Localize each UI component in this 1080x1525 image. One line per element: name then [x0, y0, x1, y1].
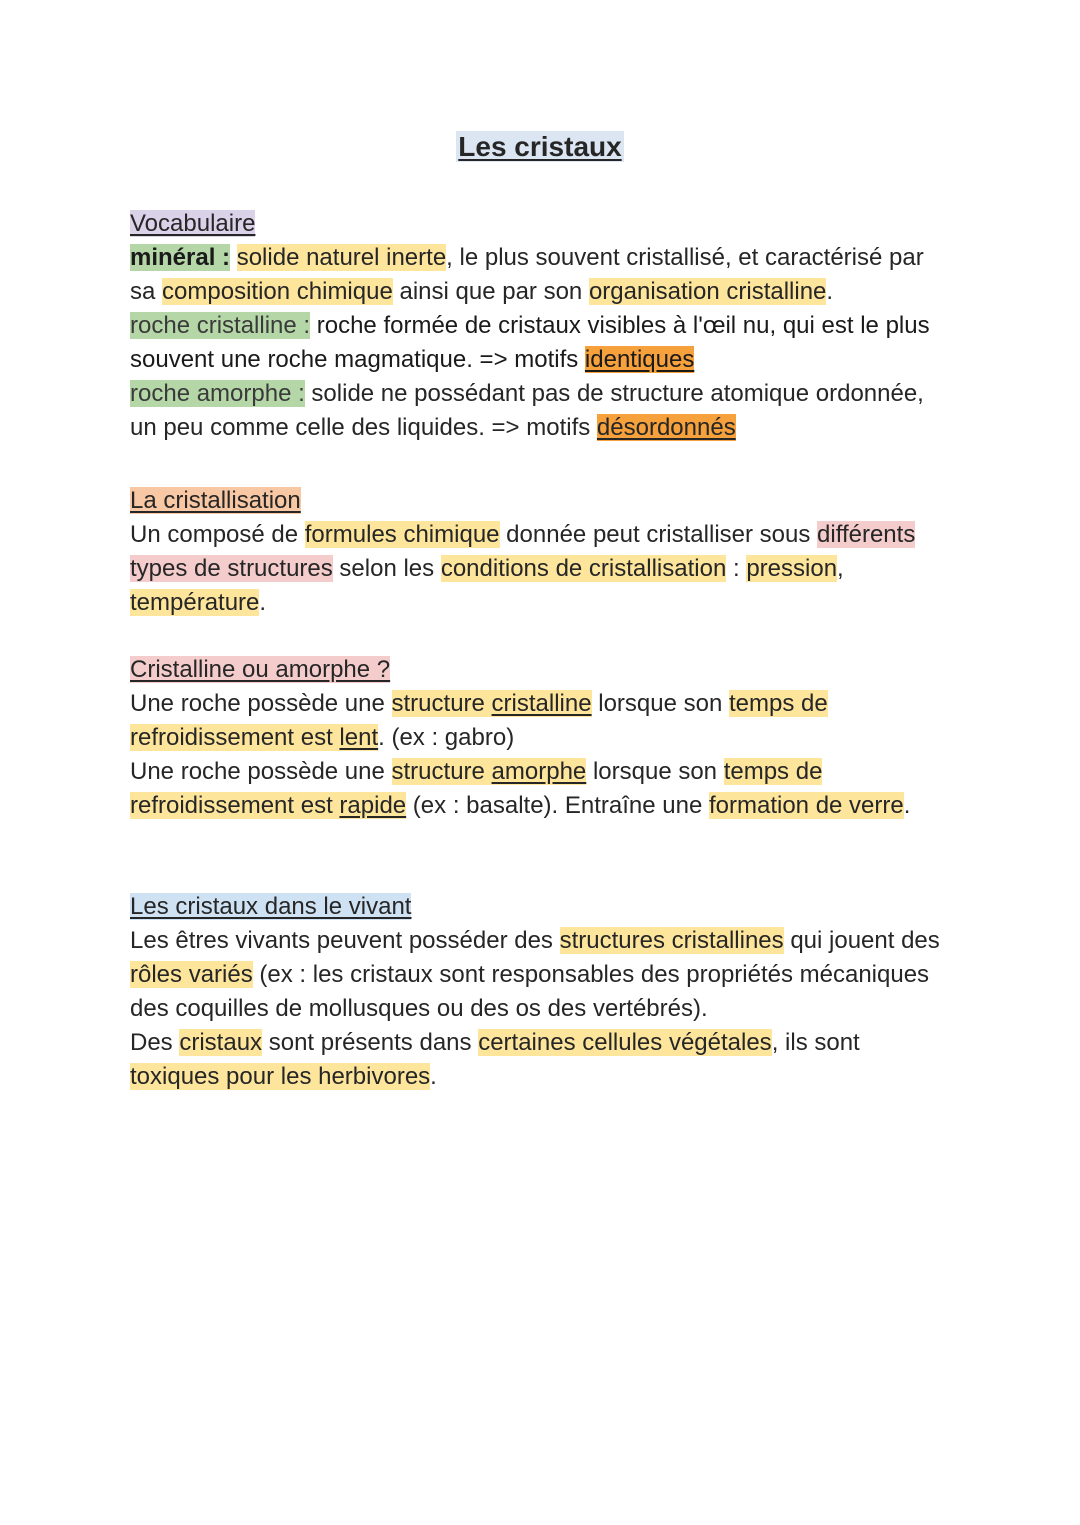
- heading-cristalline-ou-amorphe: Cristalline ou amorphe ?: [130, 656, 391, 683]
- paragraph-structure-amorphe: Une roche possède une structure amorphe lorsque son temps de refroidissement est rapide (ex : basalte). Entraîne une formation de verre.: [130, 758, 911, 819]
- section-cristalline-ou-amorphe: [130, 653, 950, 823]
- paragraph-structures-vivant: Les êtres vivants peuvent posséder des structures cristallines qui jouent des rôles variés (ex : les cristaux sont responsables des propriétés mécaniques des coquilles de mollusques ou des os des vertébrés).: [130, 927, 940, 1022]
- section-vocabulaire: [130, 207, 950, 445]
- document-title: Les cristaux: [458, 131, 622, 162]
- definition-roche-cristalline: roche cristalline : roche formée de cristaux visibles à l'œil nu, qui est le plus souvent une roche magmatique. => motifs identiques: [130, 312, 930, 373]
- paragraph-cristallisation: Un composé de formules chimique donnée peut cristalliser sous différents types de structures selon les conditions de cristallisation : pression, température.: [130, 521, 916, 616]
- heading-cristallisation: La cristallisation: [130, 487, 301, 514]
- section-cristallisation: [130, 484, 950, 620]
- heading-cristaux-vivant: Les cristaux dans le vivant: [130, 893, 412, 920]
- definition-roche-amorphe: roche amorphe : solide ne possédant pas de structure atomique ordonnée, un peu comme celle des liquides. => motifs désordonnés: [130, 380, 924, 441]
- section-cristaux-vivant: [130, 890, 950, 1094]
- paragraph-structure-cristalline: Une roche possède une structure cristalline lorsque son temps de refroidissement est lent. (ex : gabro): [130, 690, 828, 751]
- heading-vocabulaire: Vocabulaire: [130, 210, 256, 237]
- definition-mineral: minéral : solide naturel inerte, le plus souvent cristallisé, et caractérisé par sa composition chimique ainsi que par son organisation cristalline.: [130, 244, 924, 305]
- paragraph-cristaux-vegetaux: Des cristaux sont présents dans certaines cellules végétales, ils sont toxiques pour les herbivores.: [130, 1029, 860, 1090]
